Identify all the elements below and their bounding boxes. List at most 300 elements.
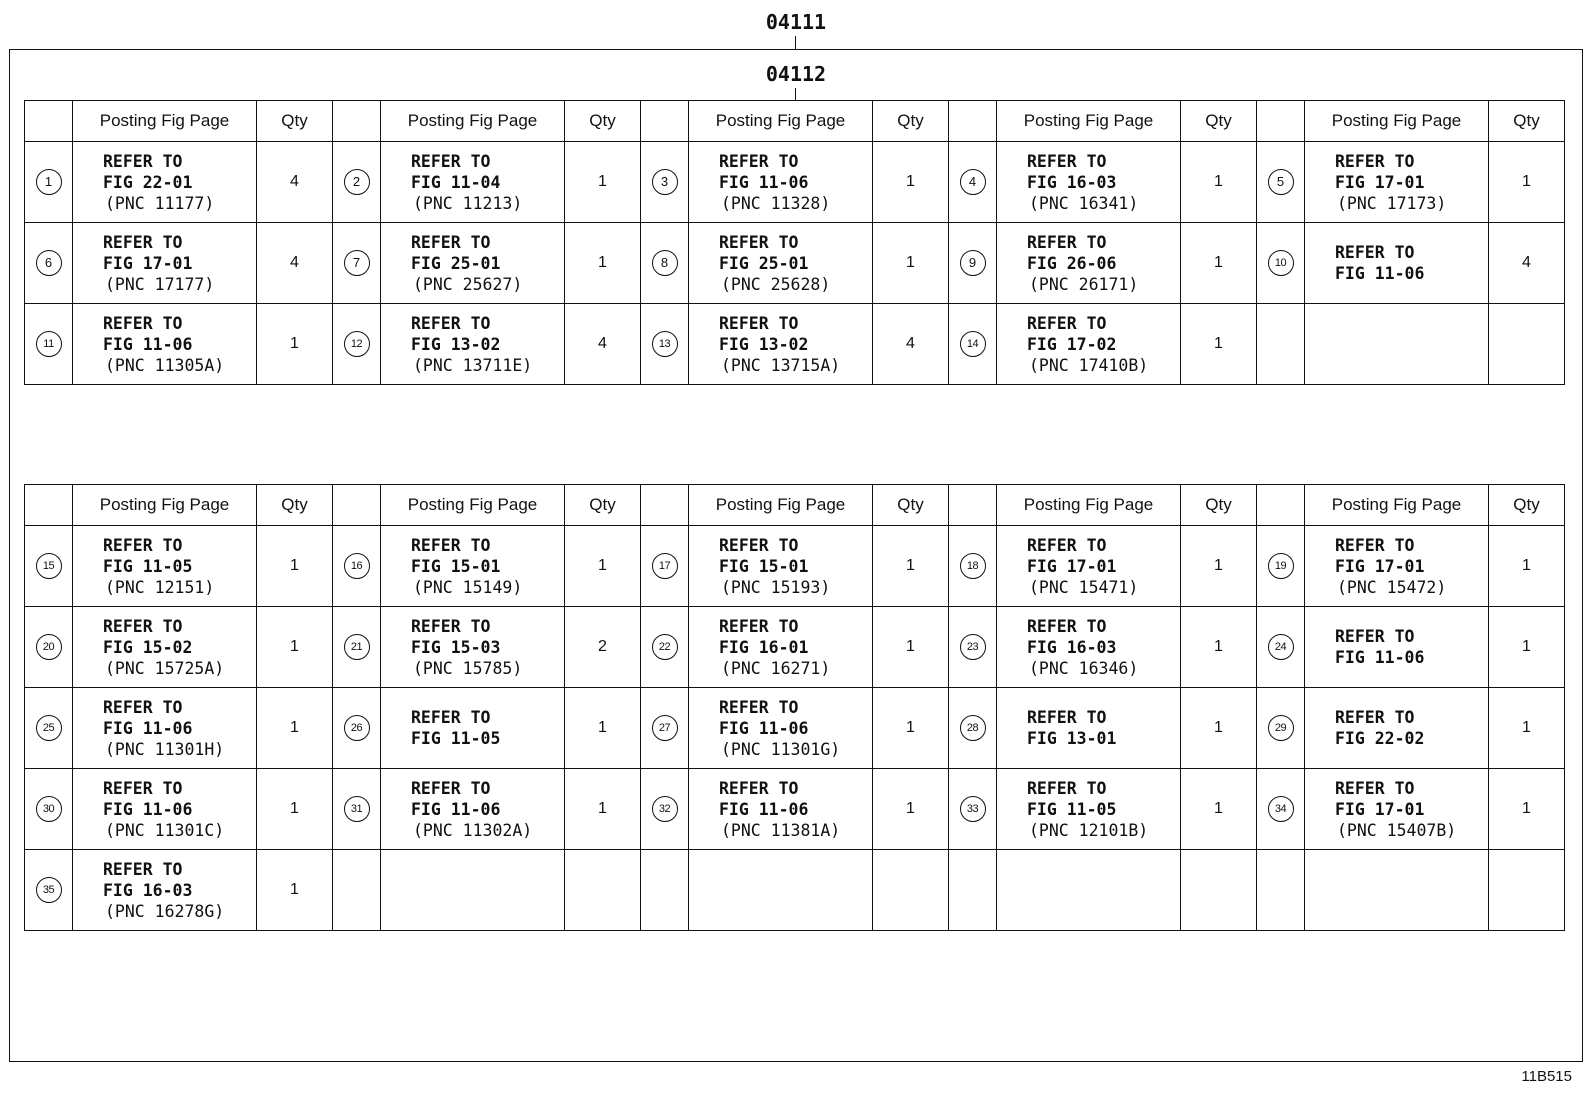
empty-cell [997,850,1181,931]
qty-cell: 2 [565,607,641,688]
pnc-text: (PNC 12101B) [1029,820,1149,840]
fig-number-text: FIG 11-06 [1335,264,1425,283]
pnc-text: (PNC 17410B) [1029,355,1149,375]
fig-number-text: FIG 11-06 [103,718,193,738]
header-row [25,485,1565,526]
fig-number-text: FIG 13-02 [411,334,501,354]
refer-to-text: REFER TO [1335,243,1415,262]
item-number-badge: 29 [1268,715,1294,741]
item-number-cell [1257,688,1305,769]
fig-number-text: FIG 11-06 [719,799,809,819]
qty-cell: 1 [257,304,333,385]
header-num-cell [1257,101,1305,142]
fig-number-text: FIG 16-01 [719,637,809,657]
empty-cell [1305,304,1489,385]
header-num-cell [1257,485,1305,526]
item-number-cell [25,769,73,850]
qty-cell: 4 [873,304,949,385]
fig-number-text: FIG 25-01 [719,253,809,273]
qty-cell: 1 [873,223,949,304]
refer-to-text: REFER TO [719,697,799,717]
pnc-text: (PNC 17173) [1337,193,1447,213]
fig-number-text: FIG 15-01 [719,556,809,576]
item-number-badge: 20 [36,634,62,660]
header-qty: Qty [873,101,949,142]
table-row [25,607,1565,688]
qty-cell: 1 [1181,688,1257,769]
qty-cell: 1 [1489,769,1565,850]
header-num-cell [333,101,381,142]
item-number-cell [25,142,73,223]
header-num-cell [333,485,381,526]
pnc-text: (PNC 15785) [413,658,523,678]
item-number-cell [25,223,73,304]
fig-number-text: FIG 15-01 [411,556,501,576]
item-number-badge: 6 [36,250,62,276]
empty-cell [689,850,873,931]
qty-cell: 1 [257,607,333,688]
empty-cell [333,850,381,931]
fig-reference-cell [73,304,257,385]
fig-number-text: FIG 11-06 [1335,648,1425,667]
fig-number-text: FIG 16-03 [1027,637,1117,657]
item-number-badge: 5 [1268,169,1294,195]
header-posting-fig-page: Posting Fig Page [1305,485,1489,526]
header-row [25,101,1565,142]
item-number-badge: 26 [344,715,370,741]
pnc-text: (PNC 16271) [721,658,831,678]
fig-number-text: FIG 17-01 [1335,556,1425,576]
item-number-badge: 7 [344,250,370,276]
fig-reference-cell [1305,688,1489,769]
item-number-badge: 9 [960,250,986,276]
pnc-text: (PNC 13711E) [413,355,533,375]
leader-line-outer [795,36,796,49]
fig-number-text: FIG 15-02 [103,637,193,657]
fig-reference-cell [381,223,565,304]
fig-number-text: FIG 11-06 [411,799,501,819]
item-number-badge: 32 [652,796,678,822]
fig-reference-cell [997,304,1181,385]
header-posting-fig-page: Posting Fig Page [689,485,873,526]
item-number-cell [1257,142,1305,223]
header-qty: Qty [1181,101,1257,142]
header-num-cell [641,101,689,142]
fig-number-text: FIG 11-06 [103,799,193,819]
qty-cell: 1 [873,769,949,850]
refer-to-text: REFER TO [103,859,183,879]
item-number-cell [641,688,689,769]
qty-cell: 1 [1181,142,1257,223]
pnc-text: (PNC 12151) [105,577,215,597]
item-number-badge: 15 [36,553,62,579]
fig-number-text: FIG 16-03 [1027,172,1117,192]
table-row [25,142,1565,223]
item-number-badge: 33 [960,796,986,822]
item-number-badge: 35 [36,877,62,903]
refer-to-text: REFER TO [411,151,491,171]
fig-number-text: FIG 17-01 [1335,799,1425,819]
refer-to-text: REFER TO [1335,708,1415,727]
empty-cell [1305,850,1489,931]
item-number-cell [333,304,381,385]
reference-table-2 [24,484,1565,931]
item-number-badge: 12 [344,331,370,357]
item-number-badge: 28 [960,715,986,741]
fig-reference-cell [1305,142,1489,223]
empty-cell [1181,850,1257,931]
pnc-text: (PNC 15471) [1029,577,1139,597]
fig-number-text: FIG 17-01 [1335,172,1425,192]
qty-cell: 1 [873,142,949,223]
pnc-text: (PNC 13715A) [721,355,841,375]
fig-number-text: FIG 11-06 [719,172,809,192]
refer-to-text: REFER TO [411,232,491,252]
item-number-badge: 27 [652,715,678,741]
empty-cell [641,850,689,931]
item-number-badge: 23 [960,634,986,660]
header-posting-fig-page: Posting Fig Page [689,101,873,142]
item-number-badge: 2 [344,169,370,195]
header-num-cell [949,485,997,526]
qty-cell: 1 [873,607,949,688]
fig-number-text: FIG 17-01 [103,253,193,273]
fig-number-text: FIG 25-01 [411,253,501,273]
fig-reference-cell [381,769,565,850]
refer-to-text: REFER TO [103,313,183,333]
fig-reference-cell [1305,223,1489,304]
qty-cell: 1 [1489,688,1565,769]
table-row [25,688,1565,769]
item-number-cell [641,769,689,850]
item-number-cell [949,223,997,304]
refer-to-text: REFER TO [1027,313,1107,333]
refer-to-text: REFER TO [103,151,183,171]
fig-reference-cell [689,142,873,223]
item-number-cell [1257,526,1305,607]
reference-table-1 [24,100,1565,385]
item-number-badge: 24 [1268,634,1294,660]
pnc-text: (PNC 16346) [1029,658,1139,678]
item-number-cell [949,769,997,850]
item-number-cell [1257,223,1305,304]
pnc-text: (PNC 11301C) [105,820,225,840]
item-number-cell [949,688,997,769]
item-number-cell [641,526,689,607]
fig-reference-cell [997,223,1181,304]
qty-cell: 1 [565,688,641,769]
pnc-text: (PNC 26171) [1029,274,1139,294]
header-num-cell [949,101,997,142]
qty-cell: 1 [1489,607,1565,688]
item-number-badge: 3 [652,169,678,195]
fig-reference-cell [689,769,873,850]
item-number-cell [1257,607,1305,688]
fig-reference-cell [689,526,873,607]
refer-to-text: REFER TO [411,708,491,727]
fig-reference-cell [997,607,1181,688]
refer-to-text: REFER TO [1027,232,1107,252]
pnc-text: (PNC 15407B) [1337,820,1457,840]
assembly-label-04111: 04111 [765,10,827,34]
qty-cell: 4 [1489,223,1565,304]
fig-reference-cell [73,526,257,607]
pnc-text: (PNC 11177) [105,193,215,213]
refer-to-text: REFER TO [1027,778,1107,798]
item-number-cell [641,607,689,688]
refer-to-text: REFER TO [411,616,491,636]
empty-cell [1489,850,1565,931]
fig-number-text: FIG 11-06 [103,334,193,354]
empty-cell [1257,304,1305,385]
fig-reference-cell [73,850,257,931]
assembly-label-04112: 04112 [765,62,827,86]
header-qty: Qty [257,485,333,526]
qty-cell: 1 [1489,526,1565,607]
fig-number-text: FIG 13-02 [719,334,809,354]
empty-cell [949,850,997,931]
fig-number-text: FIG 15-03 [411,637,501,657]
item-number-badge: 13 [652,331,678,357]
refer-to-text: REFER TO [103,535,183,555]
header-posting-fig-page: Posting Fig Page [381,485,565,526]
refer-to-text: REFER TO [1027,708,1107,727]
header-posting-fig-page: Posting Fig Page [73,485,257,526]
qty-cell: 4 [257,223,333,304]
pnc-text: (PNC 15725A) [105,658,225,678]
qty-cell: 1 [257,688,333,769]
fig-reference-cell [381,688,565,769]
qty-cell: 1 [565,142,641,223]
fig-number-text: FIG 13-01 [1027,729,1117,748]
empty-cell [381,850,565,931]
fig-number-text: FIG 26-06 [1027,253,1117,273]
fig-reference-cell [381,607,565,688]
fig-reference-cell [73,688,257,769]
leader-line-inner [795,88,796,100]
fig-reference-cell [997,769,1181,850]
qty-cell: 1 [1181,304,1257,385]
table-row [25,769,1565,850]
item-number-cell [333,142,381,223]
fig-reference-cell [73,142,257,223]
refer-to-text: REFER TO [103,232,183,252]
fig-reference-cell [689,223,873,304]
pnc-text: (PNC 25627) [413,274,523,294]
fig-number-text: FIG 22-01 [103,172,193,192]
item-number-cell [25,688,73,769]
item-number-cell [641,142,689,223]
qty-cell: 1 [565,223,641,304]
refer-to-text: REFER TO [1027,535,1107,555]
item-number-cell [25,850,73,931]
refer-to-text: REFER TO [411,535,491,555]
header-posting-fig-page: Posting Fig Page [73,101,257,142]
item-number-cell [949,142,997,223]
fig-number-text: FIG 11-04 [411,172,501,192]
refer-to-text: REFER TO [1027,616,1107,636]
fig-number-text: FIG 16-03 [103,880,193,900]
pnc-text: (PNC 11305A) [105,355,225,375]
header-qty: Qty [1489,485,1565,526]
qty-cell: 1 [873,688,949,769]
refer-to-text: REFER TO [103,778,183,798]
empty-cell [1257,850,1305,931]
refer-to-text: REFER TO [411,313,491,333]
refer-to-text: REFER TO [1335,778,1415,798]
item-number-cell [25,526,73,607]
item-number-badge: 8 [652,250,678,276]
fig-reference-cell [1305,526,1489,607]
empty-cell [1489,304,1565,385]
fig-number-text: FIG 11-05 [1027,799,1117,819]
item-number-badge: 1 [36,169,62,195]
refer-to-text: REFER TO [103,616,183,636]
fig-reference-cell [73,223,257,304]
fig-reference-cell [1305,607,1489,688]
qty-cell: 1 [873,526,949,607]
header-num-cell [25,485,73,526]
fig-reference-cell [997,526,1181,607]
item-number-cell [25,607,73,688]
fig-reference-cell [689,607,873,688]
item-number-badge: 11 [36,331,62,357]
refer-to-text: REFER TO [719,778,799,798]
item-number-cell [333,607,381,688]
qty-cell: 1 [1489,142,1565,223]
item-number-badge: 19 [1268,553,1294,579]
item-number-badge: 17 [652,553,678,579]
header-qty: Qty [873,485,949,526]
pnc-text: (PNC 11302A) [413,820,533,840]
fig-number-text: FIG 11-06 [719,718,809,738]
refer-to-text: REFER TO [719,535,799,555]
item-number-cell [949,526,997,607]
item-number-cell [949,607,997,688]
pnc-text: (PNC 11301G) [721,739,841,759]
item-number-badge: 18 [960,553,986,579]
fig-reference-cell [997,142,1181,223]
header-qty: Qty [257,101,333,142]
header-posting-fig-page: Posting Fig Page [997,101,1181,142]
pnc-text: (PNC 15472) [1337,577,1447,597]
item-number-cell [641,223,689,304]
pnc-text: (PNC 11213) [413,193,523,213]
refer-to-text: REFER TO [1027,151,1107,171]
pnc-text: (PNC 11381A) [721,820,841,840]
header-qty: Qty [1489,101,1565,142]
qty-cell: 1 [257,769,333,850]
fig-reference-cell [381,526,565,607]
item-number-cell [1257,769,1305,850]
refer-to-text: REFER TO [719,313,799,333]
item-number-badge: 14 [960,331,986,357]
pnc-text: (PNC 25628) [721,274,831,294]
header-posting-fig-page: Posting Fig Page [381,101,565,142]
header-num-cell [25,101,73,142]
header-num-cell [641,485,689,526]
fig-number-text: FIG 11-05 [103,556,193,576]
refer-to-text: REFER TO [103,697,183,717]
item-number-badge: 30 [36,796,62,822]
fig-reference-cell [1305,769,1489,850]
item-number-badge: 4 [960,169,986,195]
table-row [25,304,1565,385]
qty-cell: 1 [1181,223,1257,304]
item-number-cell [25,304,73,385]
pnc-text: (PNC 11328) [721,193,831,213]
item-number-badge: 16 [344,553,370,579]
qty-cell: 1 [1181,607,1257,688]
item-number-cell [333,688,381,769]
fig-number-text: FIG 22-02 [1335,729,1425,748]
fig-reference-cell [689,304,873,385]
refer-to-text: REFER TO [719,151,799,171]
empty-cell [565,850,641,931]
qty-cell: 4 [257,142,333,223]
drawing-code: 11B515 [1521,1068,1572,1085]
empty-cell [873,850,949,931]
item-number-badge: 25 [36,715,62,741]
fig-reference-cell [381,304,565,385]
fig-number-text: FIG 17-01 [1027,556,1117,576]
item-number-badge: 34 [1268,796,1294,822]
fig-reference-cell [73,607,257,688]
item-number-badge: 31 [344,796,370,822]
refer-to-text: REFER TO [1335,627,1415,646]
pnc-text: (PNC 11301H) [105,739,225,759]
qty-cell: 1 [257,526,333,607]
refer-to-text: REFER TO [1335,535,1415,555]
table-row [25,223,1565,304]
fig-reference-cell [381,142,565,223]
item-number-cell [949,304,997,385]
fig-reference-cell [997,688,1181,769]
item-number-badge: 21 [344,634,370,660]
refer-to-text: REFER TO [719,232,799,252]
qty-cell: 1 [1181,526,1257,607]
table-row [25,526,1565,607]
header-qty: Qty [565,101,641,142]
qty-cell: 1 [257,850,333,931]
fig-number-text: FIG 11-05 [411,729,501,748]
header-posting-fig-page: Posting Fig Page [1305,101,1489,142]
item-number-badge: 22 [652,634,678,660]
refer-to-text: REFER TO [411,778,491,798]
header-posting-fig-page: Posting Fig Page [997,485,1181,526]
pnc-text: (PNC 16278G) [105,901,225,921]
item-number-cell [333,769,381,850]
qty-cell: 1 [565,769,641,850]
table-row [25,850,1565,931]
item-number-cell [333,223,381,304]
item-number-badge: 10 [1268,250,1294,276]
pnc-text: (PNC 15149) [413,577,523,597]
refer-to-text: REFER TO [719,616,799,636]
pnc-text: (PNC 16341) [1029,193,1139,213]
pnc-text: (PNC 17177) [105,274,215,294]
qty-cell: 1 [1181,769,1257,850]
fig-reference-cell [689,688,873,769]
fig-number-text: FIG 17-02 [1027,334,1117,354]
pnc-text: (PNC 15193) [721,577,831,597]
item-number-cell [333,526,381,607]
qty-cell: 4 [565,304,641,385]
header-qty: Qty [565,485,641,526]
header-qty: Qty [1181,485,1257,526]
qty-cell: 1 [565,526,641,607]
refer-to-text: REFER TO [1335,151,1415,171]
